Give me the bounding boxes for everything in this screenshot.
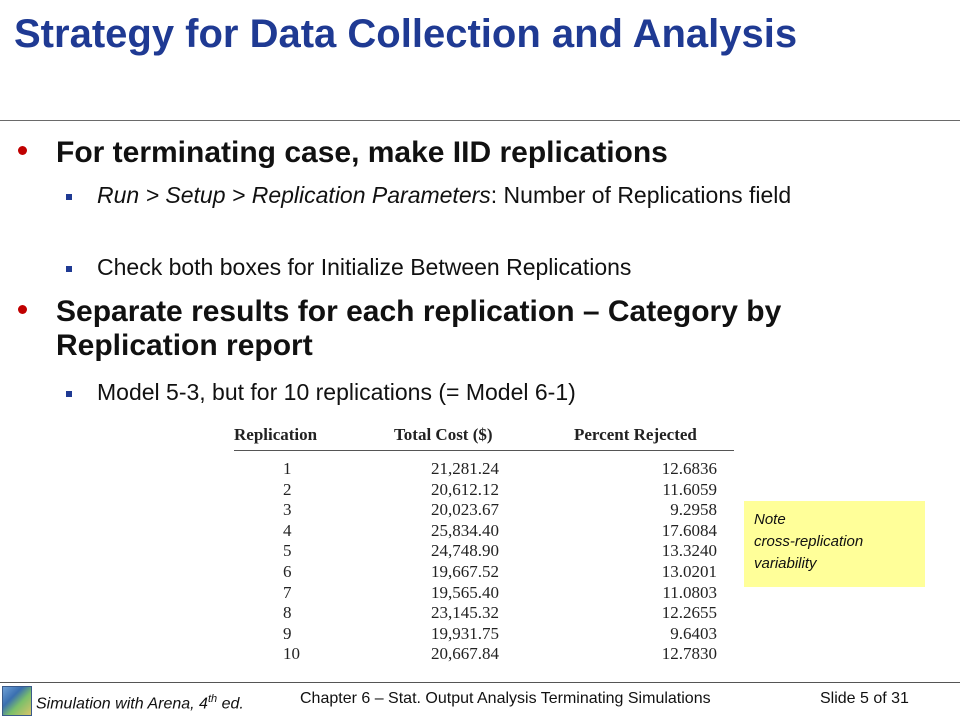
- cell-replication: 5: [283, 541, 292, 561]
- cell-total-cost: 19,667.52: [431, 561, 499, 581]
- replication-results-table: [234, 420, 734, 665]
- cell-replication: 3: [283, 500, 292, 520]
- table-row: [234, 624, 734, 645]
- cell-total-cost: 19,565.40: [431, 582, 499, 602]
- cell-total-cost: 21,281.24: [431, 459, 499, 478]
- header-total-cost: Total Cost ($): [394, 425, 493, 444]
- cell-total-cost: 19,931.75: [431, 623, 499, 643]
- sub-bullet-square: [66, 194, 72, 200]
- cell-percent-rejected: 12.2655: [661, 603, 717, 623]
- table-header: [234, 420, 734, 451]
- sub-bullet-square: [66, 391, 72, 397]
- table-row: [234, 603, 734, 624]
- cell-total-cost: 20,612.12: [431, 479, 499, 499]
- book-title-superscript: th: [207, 693, 218, 705]
- cell-replication: 4: [283, 520, 292, 540]
- menu-path: Run > Setup > Replication Parameters: [97, 182, 491, 208]
- cell-replication: 7: [283, 582, 292, 602]
- sub-bullet-1-1: [97, 181, 897, 209]
- cell-replication: 6: [283, 561, 292, 581]
- cell-percent-rejected: 12.7830: [661, 644, 717, 664]
- note-line: variability: [754, 555, 817, 572]
- cell-percent-rejected: 13.0201: [661, 561, 717, 581]
- cell-replication: 8: [283, 603, 292, 623]
- sub-bullet-2-1: Model 5-3, but for 10 replications (= Model 6-1): [97, 379, 576, 405]
- book-title-suffix: ed.: [217, 695, 244, 713]
- sub-bullet-1-2: Check both boxes for Initialize Between Replications: [97, 254, 632, 280]
- cell-replication: 2: [283, 479, 292, 499]
- bullet-1: For terminating case, make IID replications: [56, 136, 668, 169]
- header-percent-rejected: Percent Rejected: [574, 425, 697, 444]
- menu-path-description: : Number of Replications field: [490, 182, 792, 208]
- cell-replication: 10: [283, 644, 300, 664]
- cell-replication: 1: [283, 459, 292, 478]
- cell-total-cost: 25,834.40: [431, 520, 499, 540]
- cell-percent-rejected: 17.6084: [661, 520, 717, 540]
- table-row: [234, 562, 734, 583]
- table-row: [234, 500, 734, 521]
- table-row: [234, 583, 734, 604]
- arena-logo-icon: [2, 686, 32, 716]
- note-callout: [744, 501, 925, 587]
- footer-slide-number: Slide 5 of 31: [820, 690, 909, 707]
- cell-total-cost: 23,145.32: [431, 603, 499, 623]
- slide-title: Strategy for Data Collection and Analysis: [14, 12, 798, 56]
- cell-percent-rejected: 9.6403: [670, 623, 717, 643]
- bullet-dot: [18, 305, 27, 314]
- table-body: [234, 451, 734, 665]
- cell-percent-rejected: 11.0803: [662, 582, 717, 602]
- cell-percent-rejected: 13.3240: [661, 541, 717, 561]
- header-replication: Replication: [234, 425, 318, 444]
- table-row: [234, 480, 734, 501]
- table-row: [234, 644, 734, 665]
- table-row: [234, 459, 734, 480]
- table-row: [234, 521, 734, 542]
- cell-total-cost: 20,023.67: [431, 500, 499, 520]
- cell-replication: 9: [283, 623, 292, 643]
- bullet-2: Separate results for each replication – Category by Replication report: [56, 295, 782, 362]
- cell-total-cost: 20,667.84: [431, 644, 499, 664]
- footer-book-title: [36, 688, 244, 715]
- cell-percent-rejected: 12.6836: [661, 459, 717, 478]
- cell-percent-rejected: 9.2958: [670, 500, 717, 520]
- bullet-dot: [18, 146, 27, 155]
- cell-total-cost: 24,748.90: [431, 541, 499, 561]
- note-line: cross-replication: [754, 533, 864, 550]
- table-row: [234, 541, 734, 562]
- sub-bullet-square: [66, 266, 72, 272]
- note-line: Note: [754, 511, 786, 528]
- cell-percent-rejected: 11.6059: [662, 479, 717, 499]
- footer-chapter: Chapter 6 – Stat. Output Analysis Terminating Simulations: [300, 690, 711, 707]
- title-divider: [0, 120, 960, 121]
- footer-divider: [0, 682, 960, 683]
- book-title-main: Simulation with Arena, 4: [36, 695, 208, 713]
